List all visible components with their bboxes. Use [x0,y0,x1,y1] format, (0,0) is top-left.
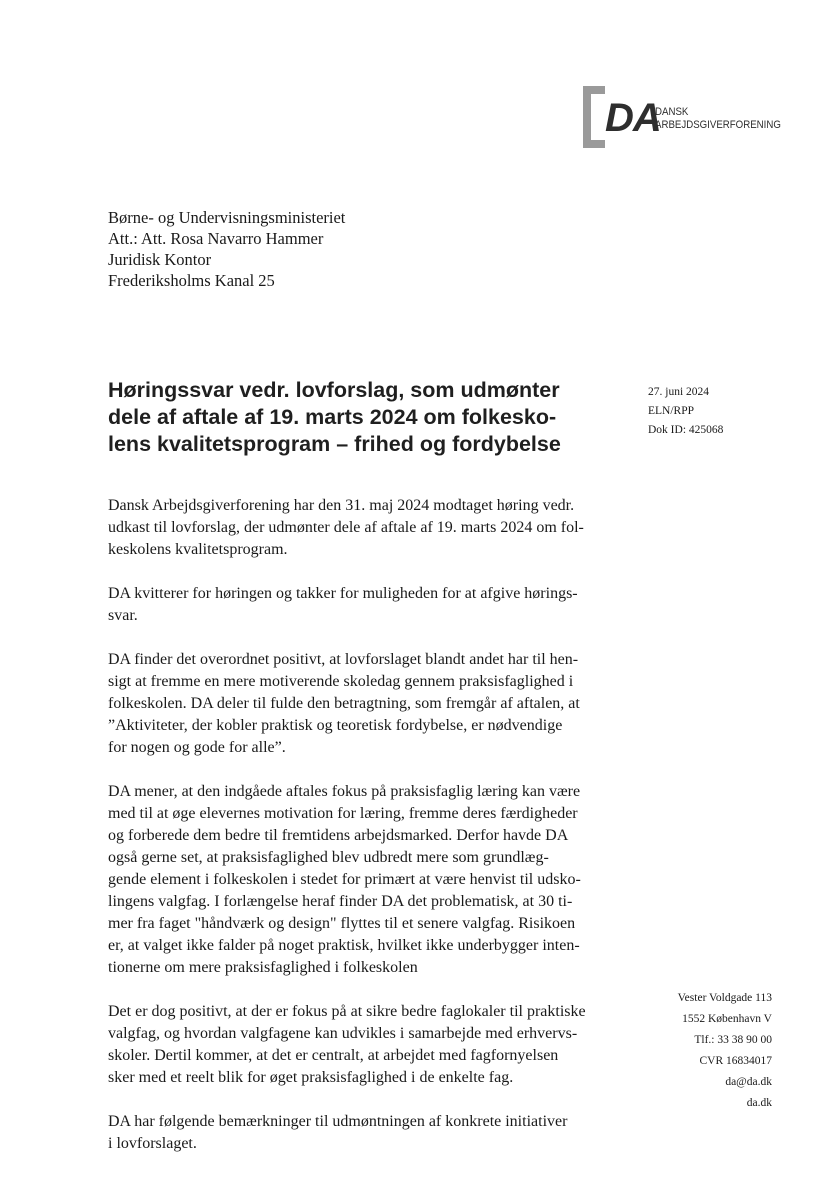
body-line: i lovforslaget. [108,1135,197,1152]
recipient-line: Frederiksholms Kanal 25 [108,271,275,290]
sender-city: 1552 København V [682,1013,772,1025]
recipient-line: Børne- og Undervisningsministeriet [108,208,346,227]
recipient-address [108,207,345,291]
sender-contact [678,988,772,1114]
body-line: Dansk Arbejdsgiverforening har den 31. maj 2024 modtaget høring vedr. [108,497,575,514]
body-line: for nogen og gode for alle”. [108,739,286,756]
body-line: DA har følgende bemærkninger til udmøntningen af konkrete initiativer [108,1113,568,1130]
body-paragraph [108,781,588,979]
recipient-line: Att.: Att. Rosa Navarro Hammer [108,229,324,248]
logo-name [655,106,781,132]
document-body [108,495,588,1177]
title-line: lens kvalitetsprogram – frihed og fordybelse [108,432,561,456]
body-line: og forberede dem bedre til fremtidens arbejdsmarked. Derfor havde DA [108,827,569,844]
logo-name-line1: DANSK [655,106,689,118]
document-meta [648,383,723,440]
body-line: sker med et reelt blik for øget praksisfaglighed i de enkelte fag. [108,1069,514,1086]
sender-website: da.dk [746,1097,772,1109]
recipient-line: Juridisk Kontor [108,250,212,269]
document-title [108,377,608,458]
body-line: gende element i folkeskolen i stedet for primært at være henvist til udsko- [108,871,581,888]
body-paragraph [108,1001,588,1089]
body-line: valgfag, og hvordan valgfagene kan udvikles i samarbejde med erhvervs- [108,1025,578,1042]
title-line: Høringssvar vedr. lovforslag, som udmønter [108,378,560,402]
document-reference: ELN/RPP [648,405,695,417]
body-paragraph [108,1111,588,1155]
logo-name-line2: ARBEJDSGIVERFORENING [655,119,781,131]
body-line: DA mener, at den indgåede aftales fokus på praksisfaglig læring kan være [108,783,581,800]
document-date: 27. juni 2024 [648,386,710,398]
body-line: svar. [108,607,138,624]
body-paragraph [108,495,588,561]
body-line: lingens valgfag. I forlængelse heraf finder DA det problematisk, at 30 ti- [108,893,573,910]
sender-street: Vester Voldgade 113 [677,992,772,1004]
body-line: Det er dog positivt, at der er fokus på at sikre bedre faglokaler til praktiske [108,1003,586,1020]
body-line: DA finder det overordnet positivt, at lovforslaget blandt andet har til hen- [108,651,579,668]
logo-bracket-shape [583,86,605,148]
sender-cvr: CVR 16834017 [699,1055,772,1067]
sender-email: da@da.dk [725,1076,772,1088]
body-line: tionerne om mere praksisfaglighed i folkeskolen [108,959,418,976]
logo-mark: DA [605,96,661,140]
body-line: udkast til lovforslag, der udmønter dele af aftale af 19. marts 2024 om fol- [108,519,584,536]
da-logo [583,86,783,152]
title-line: dele af aftale af 19. marts 2024 om folkesko- [108,405,557,429]
body-paragraph [108,583,588,627]
document-id: Dok ID: 425068 [648,424,724,436]
body-line: ”Aktiviteter, der kobler praktisk og teoretisk fordybelse, er nødvendige [108,717,563,734]
body-line: sigt at fremme en mere motiverende skoledag gennem praksisfaglighed i [108,673,574,690]
body-line: keskolens kvalitetsprogram. [108,541,288,558]
body-line: folkeskolen. DA deler til fulde den betragtning, som fremgår af aftalen, at [108,695,580,712]
body-line: skoler. Dertil kommer, at det er centralt, at arbejdet med fagfornyelsen [108,1047,559,1064]
body-paragraph [108,649,588,759]
body-line: også gerne set, at praksisfaglighed blev udbredt mere som grundlæg- [108,849,549,866]
body-line: DA kvitterer for høringen og takker for muligheden for at afgive hørings- [108,585,578,602]
sender-phone: Tlf.: 33 38 90 00 [694,1034,772,1046]
body-line: med til at øge elevernes motivation for læring, fremme deres færdigheder [108,805,578,822]
body-line: mer fra faget "håndværk og design" flyttes til et senere valgfag. Risikoen [108,915,576,932]
body-line: er, at valget ikke falder på noget praktisk, hvilket ikke underbygger inten- [108,937,580,954]
